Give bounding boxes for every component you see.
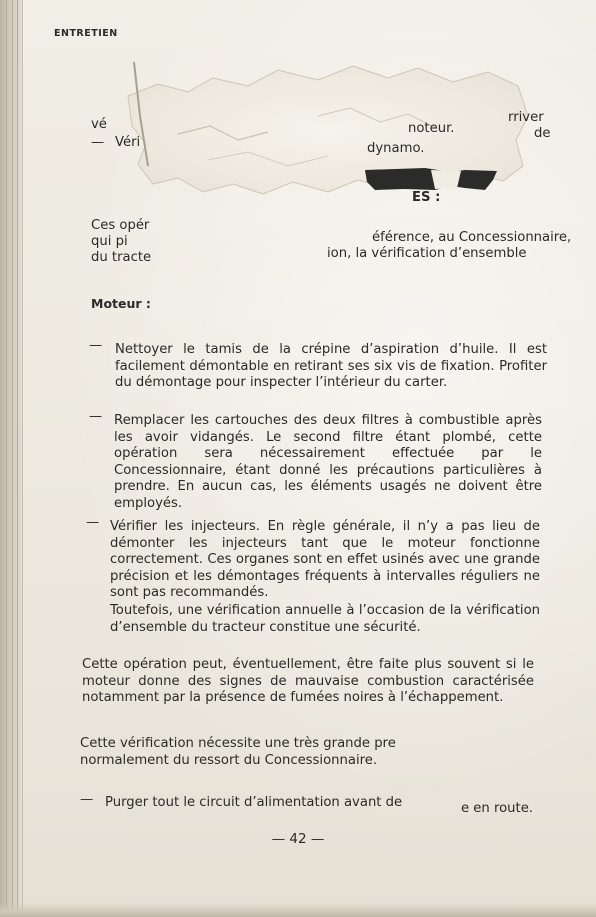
fragment-text: notеur. xyxy=(408,121,455,136)
fragment-text: éférence, au Concessionnaire, xyxy=(372,230,572,245)
binding-line xyxy=(12,0,13,917)
fragment-text: rriver xyxy=(508,110,544,125)
section-title: Moteur : xyxy=(91,296,151,311)
dash-bullet: — xyxy=(89,409,103,424)
running-header: ENTRETIEN xyxy=(54,28,118,39)
fragment-text: qui pi xyxy=(91,234,128,249)
dash-bullet: — xyxy=(89,338,103,353)
paragraph-text: normalement du ressort du Concessionnaire. xyxy=(80,753,378,768)
fragment-text: Véri xyxy=(115,135,141,150)
binding-line xyxy=(6,0,7,917)
binding-line xyxy=(17,0,18,917)
page-edge xyxy=(0,903,596,917)
page-number: — 42 — xyxy=(271,831,325,847)
fragment-text: dynamo. xyxy=(367,141,425,156)
list-item: e en route. xyxy=(461,801,534,816)
list-item: Nettoyer le tamis de la crépine d’aspiration d’huile. Il est facilement démontable en retirant ses six vis de fixation. Profiter du démontage pour inspecter l’intérieur du carter. xyxy=(115,342,547,390)
fragment-text: vé xyxy=(91,117,107,132)
fragment-text: Ces opér xyxy=(91,218,150,233)
torn-paper-stain xyxy=(118,56,538,216)
fragment-text: du tracte xyxy=(91,250,152,265)
dash-bullet: — xyxy=(91,135,105,150)
fragment-text: ion, la vérification d’ensemble xyxy=(327,246,527,261)
list-item: Purger tout le circuit d’alimentation avant de xyxy=(105,795,403,810)
dash-bullet: — xyxy=(86,515,100,530)
dash-bullet: — xyxy=(80,792,94,807)
list-item: Remplacer les cartouches des deux filtres à combustible après les avoir vidangés. Le second filtre étant plombé, cette opération sera nécessairement effectuée par le Concessionnaire, étant donné les précautions particulières à prendre. En aucun cas, les éléments usagés ne doivent être employés. xyxy=(114,413,542,511)
fragment-heading: ES : xyxy=(412,190,441,205)
fragment-text: de xyxy=(534,126,551,141)
fragment-text: Cette vérification nécessite une très grande pre xyxy=(80,736,396,751)
list-item: Vérifier les injecteurs. En règle générale, il n’y a pas lieu de démonter les injecteurs tant que le moteur fonctionne correctement. Ces organes sont en effet usinés avec une grande précision et les démontages fréquents à intervalles réguliers ne sont pas recommandés. xyxy=(110,519,540,600)
ink-blot xyxy=(365,168,497,192)
list-item-continuation: Toutefois, une vérification annuelle à l’occasion de la vérification d’ensemble du tracteur constitue une sécurité. xyxy=(110,603,540,635)
paragraph: Cette opération peut, éventuellement, être faite plus souvent si le moteur donne des signes de mauvaise combustion caractérisée notamment par la présence de fumées noires à l’échappement. xyxy=(82,657,534,705)
